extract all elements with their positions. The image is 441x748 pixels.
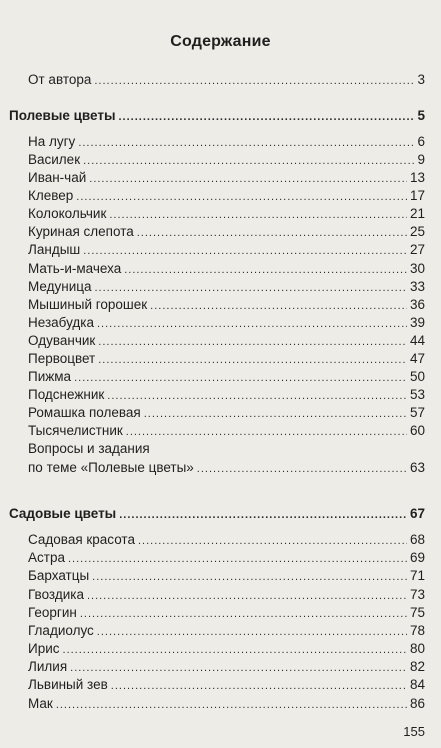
toc-entry-page: 36 bbox=[409, 297, 425, 312]
toc-entry-label: Подснежник bbox=[28, 387, 105, 402]
toc-entry-label: Тысячелистник bbox=[28, 423, 123, 438]
toc-entry-page: 3 bbox=[417, 72, 425, 87]
toc-entry-label: Ромашка полевая bbox=[28, 405, 141, 420]
toc-entry-label: Василек bbox=[28, 152, 81, 167]
leader-dots bbox=[80, 605, 407, 623]
toc-entry-label: Куриная слепота bbox=[28, 224, 134, 239]
toc-entry bbox=[28, 151, 425, 169]
toc-entry-page: 53 bbox=[409, 387, 425, 402]
toc-entry-page: 84 bbox=[409, 677, 425, 692]
leader-dots bbox=[94, 279, 406, 297]
toc-section-page: 67 bbox=[409, 506, 425, 521]
toc-entry-page: 75 bbox=[409, 605, 425, 620]
toc-entry-label: Иван-чай bbox=[28, 170, 87, 185]
leader-dots bbox=[144, 405, 407, 423]
leader-dots bbox=[94, 72, 414, 90]
toc-entry-label: На лугу bbox=[28, 134, 76, 149]
toc-questions-line1: Вопросы и задания bbox=[28, 441, 150, 456]
toc-entry bbox=[28, 386, 425, 404]
toc-entry bbox=[28, 296, 425, 314]
toc-section-title: Садовые цветы bbox=[9, 506, 117, 521]
toc-entry bbox=[28, 241, 425, 259]
toc-entry-label: Мышиный горошек bbox=[28, 297, 148, 312]
leader-dots bbox=[111, 677, 407, 695]
toc-entry-page: 6 bbox=[417, 134, 425, 149]
toc-entry bbox=[28, 169, 425, 187]
toc-section-field-flowers bbox=[9, 107, 425, 125]
toc-entry bbox=[28, 567, 425, 585]
leader-dots bbox=[150, 297, 407, 315]
page-title: Содержание bbox=[170, 33, 271, 50]
toc-entry bbox=[28, 531, 425, 549]
toc-entry bbox=[28, 314, 425, 332]
toc-section-garden-flowers bbox=[9, 505, 425, 523]
toc-entry-page: 68 bbox=[409, 532, 425, 547]
toc-entry bbox=[28, 133, 425, 151]
toc-entry-page: 13 bbox=[409, 170, 425, 185]
toc-entry-label: Колокольчик bbox=[28, 206, 107, 221]
leader-dots bbox=[89, 170, 407, 188]
toc-entry-label: Незабудка bbox=[28, 315, 94, 330]
leader-dots bbox=[119, 506, 407, 524]
leader-dots bbox=[197, 460, 407, 478]
leader-dots bbox=[98, 333, 407, 351]
toc-entry-page: 63 bbox=[409, 460, 425, 475]
toc-entry bbox=[28, 260, 425, 278]
leader-dots bbox=[76, 188, 407, 206]
toc-entry-page: 60 bbox=[409, 423, 425, 438]
toc-entry-page: 69 bbox=[409, 550, 425, 565]
toc-entry-page: 44 bbox=[409, 333, 425, 348]
toc-entry-page: 57 bbox=[409, 405, 425, 420]
toc-entry-label: Мак bbox=[28, 696, 53, 711]
toc-entry bbox=[28, 676, 425, 694]
leader-dots bbox=[78, 134, 414, 152]
toc-entry-label: Ландыш bbox=[28, 242, 81, 257]
toc-entry-label: Медуница bbox=[28, 279, 92, 294]
toc-entry bbox=[28, 223, 425, 241]
toc-entry-page: 80 bbox=[409, 641, 425, 656]
toc-entry-page: 30 bbox=[409, 261, 425, 276]
toc-entry-label: Первоцвет bbox=[28, 351, 96, 366]
toc-entry bbox=[28, 640, 425, 658]
leader-dots bbox=[97, 623, 407, 641]
leader-dots bbox=[70, 659, 407, 677]
toc-entry bbox=[28, 187, 425, 205]
toc-entry-page: 71 bbox=[409, 568, 425, 583]
toc-entry-label: Бархатцы bbox=[28, 568, 90, 583]
toc-entry-page: 25 bbox=[409, 224, 425, 239]
toc-entry bbox=[28, 604, 425, 622]
leader-dots bbox=[126, 423, 407, 441]
toc-entry-label: Гвоздика bbox=[28, 587, 84, 602]
toc-entry bbox=[28, 350, 425, 368]
toc-entry bbox=[28, 422, 425, 440]
toc-entry bbox=[28, 586, 425, 604]
toc-entry-page: 17 bbox=[409, 188, 425, 203]
toc-entry-label: Клевер bbox=[28, 188, 74, 203]
toc-entry bbox=[28, 404, 425, 422]
toc-entry-intro bbox=[28, 71, 425, 89]
leader-dots bbox=[92, 568, 407, 586]
leader-dots bbox=[109, 206, 407, 224]
page-number: 155 bbox=[403, 724, 425, 739]
toc-entry-page: 86 bbox=[409, 696, 425, 711]
leader-dots bbox=[74, 369, 407, 387]
toc-entry bbox=[28, 205, 425, 223]
toc-entry-page: 47 bbox=[409, 351, 425, 366]
leader-dots bbox=[107, 387, 407, 405]
toc-entry bbox=[28, 695, 425, 713]
toc-section-page: 5 bbox=[417, 108, 425, 123]
toc-entry-label: Гладиолус bbox=[28, 623, 94, 638]
leader-dots bbox=[56, 696, 407, 714]
toc-entry-page: 9 bbox=[417, 152, 425, 167]
toc-entry-page: 82 bbox=[409, 659, 425, 674]
toc-entry bbox=[28, 368, 425, 386]
leader-dots bbox=[97, 315, 407, 333]
toc-entry-page: 27 bbox=[409, 242, 425, 257]
toc-entry-label: Мать-и-мачеха bbox=[28, 261, 122, 276]
toc-entry-label: по теме «Полевые цветы» bbox=[28, 460, 194, 475]
toc-entry-label: Астра bbox=[28, 550, 65, 565]
leader-dots bbox=[63, 641, 407, 659]
toc-entry-page: 33 bbox=[409, 279, 425, 294]
toc-entry-label: От автора bbox=[28, 72, 92, 87]
leader-dots bbox=[98, 351, 407, 369]
toc-entry-label: Львиный зев bbox=[28, 677, 108, 692]
leader-dots bbox=[83, 152, 414, 170]
leader-dots bbox=[138, 532, 407, 550]
leader-dots bbox=[119, 108, 415, 126]
toc-entry bbox=[28, 278, 425, 296]
toc-entry-label: Одуванчик bbox=[28, 333, 96, 348]
leader-dots bbox=[83, 242, 407, 260]
toc-entry-page: 39 bbox=[409, 315, 425, 330]
toc-entry-label: Ирис bbox=[28, 641, 60, 656]
toc-entry-questions bbox=[28, 459, 425, 477]
toc-entry bbox=[28, 622, 425, 640]
toc-entry-page: 78 bbox=[409, 623, 425, 638]
toc-entry bbox=[28, 332, 425, 350]
toc-entry bbox=[28, 549, 425, 567]
toc-entry bbox=[28, 658, 425, 676]
leader-dots bbox=[87, 587, 407, 605]
toc-entry-page: 21 bbox=[409, 206, 425, 221]
leader-dots bbox=[68, 550, 407, 568]
toc-entry-label: Лилия bbox=[28, 659, 68, 674]
toc-entry-label: Георгин bbox=[28, 605, 77, 620]
leader-dots bbox=[137, 224, 407, 242]
toc-entry-label: Пижма bbox=[28, 369, 72, 384]
toc-entry-page: 50 bbox=[409, 369, 425, 384]
leader-dots bbox=[124, 261, 407, 279]
toc-entry-label: Садовая красота bbox=[28, 532, 135, 547]
toc-entry-page: 73 bbox=[409, 587, 425, 602]
toc-section-title: Полевые цветы bbox=[9, 108, 116, 123]
